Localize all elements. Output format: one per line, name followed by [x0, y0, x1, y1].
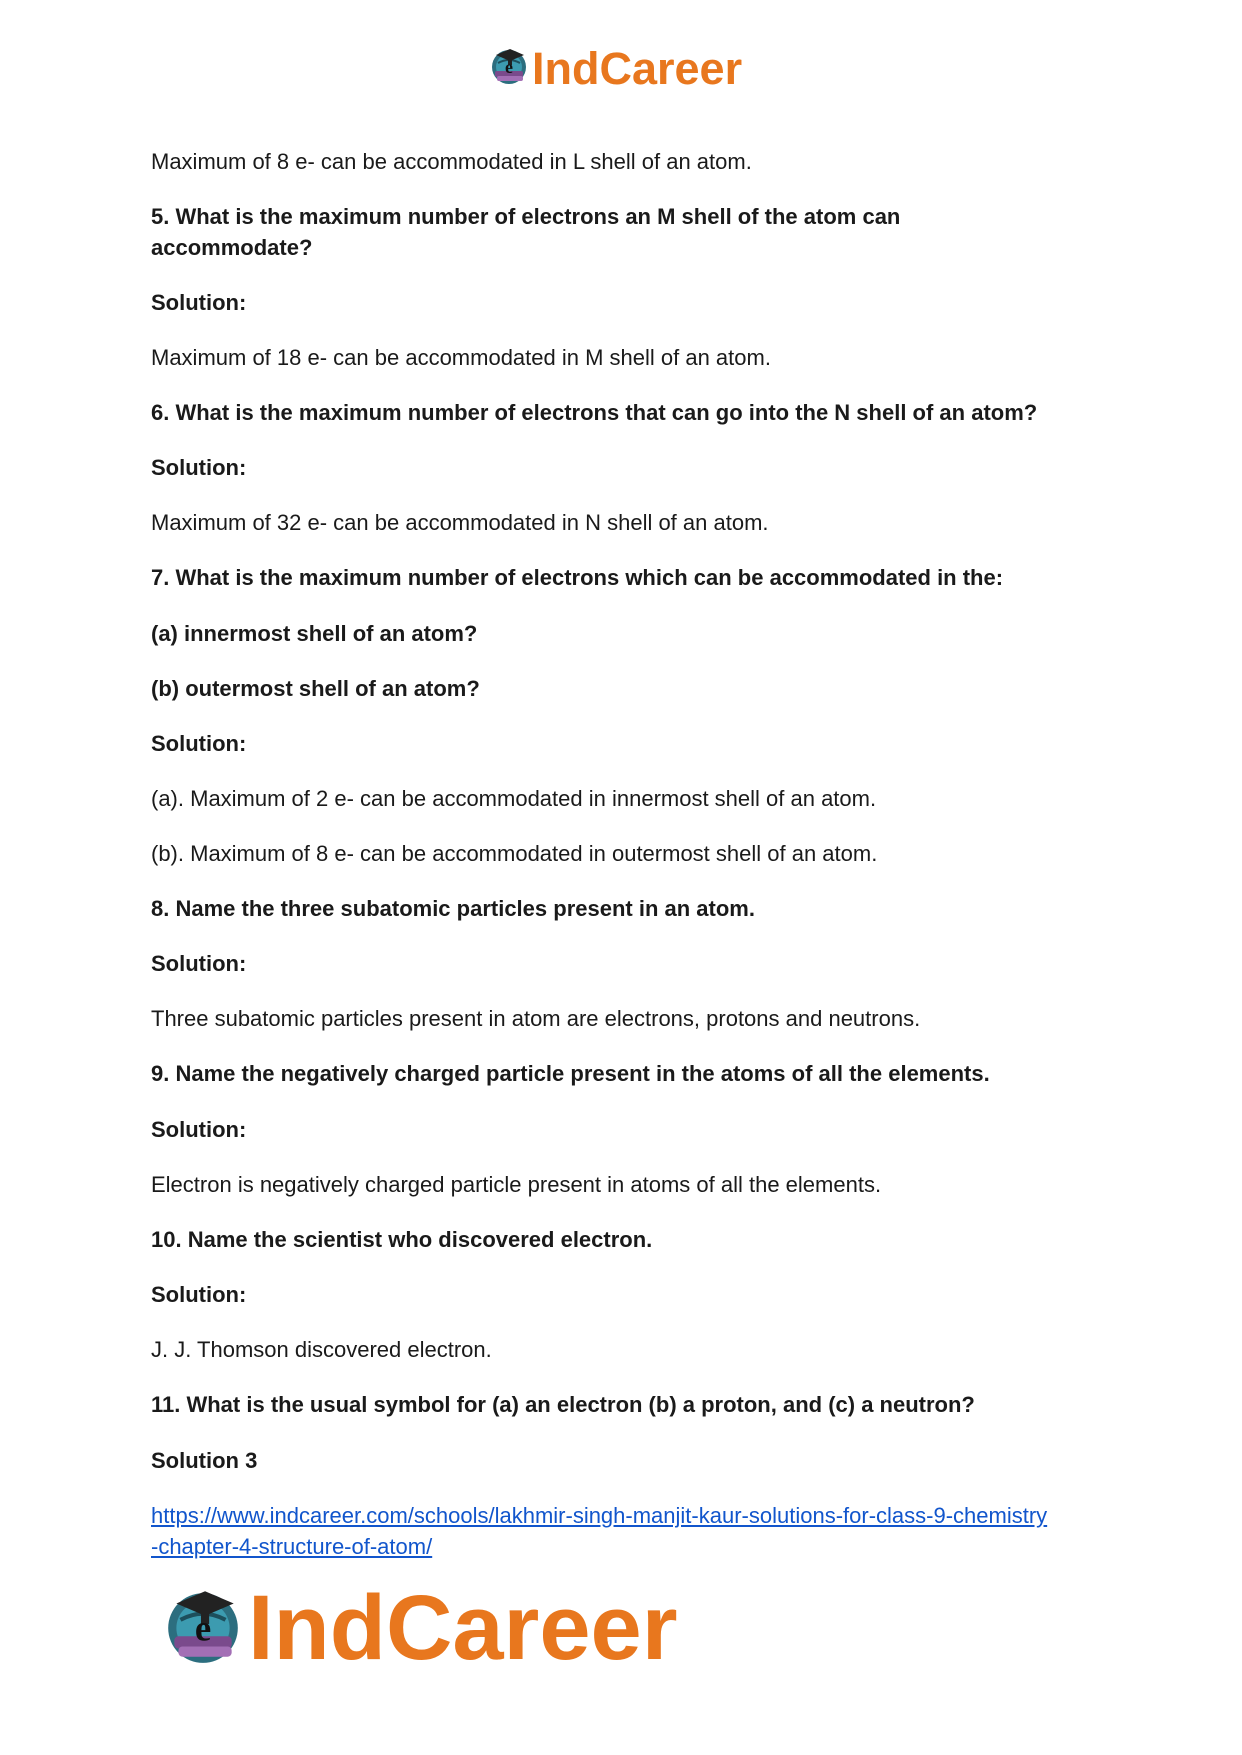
solution-label: Solution 3	[151, 1448, 258, 1473]
answer-text: (b). Maximum of 8 e- can be accommodated in outermost shell of an atom.	[151, 841, 878, 866]
question-7b: (b) outermost shell of an atom?	[151, 676, 480, 701]
logo-text: IndCareer	[532, 42, 743, 94]
solution-label: Solution:	[151, 951, 247, 976]
solution-label: Solution:	[151, 1117, 247, 1142]
answer-text: Maximum of 32 e- can be accommodated in N shell of an atom.	[151, 510, 769, 535]
question-6: 6. What is the maximum number of electrons that can go into the N shell of an atom?	[151, 400, 1038, 425]
source-link-line-1[interactable]: https://www.indcareer.com/schools/lakhmir-singh-manjit-kaur-solutions-for-class-9-chemistry	[151, 1503, 1048, 1528]
answer-text: Electron is negatively charged particle present in atoms of all the elements.	[151, 1172, 882, 1197]
source-link[interactable]	[151, 1500, 1101, 1562]
answer-text: Three subatomic particles present in atom are electrons, protons and neutrons.	[151, 1006, 921, 1031]
question-10: 10. Name the scientist who discovered electron.	[151, 1227, 653, 1252]
question-7a: (a) innermost shell of an atom?	[151, 621, 478, 646]
question-9: 9. Name the negatively charged particle present in the atoms of all the elements.	[151, 1061, 990, 1086]
question-11: 11. What is the usual symbol for (a) an electron (b) a proton, and (c) a neutron?	[151, 1392, 975, 1417]
footer-logo	[160, 1578, 678, 1678]
answer-text: Maximum of 18 e- can be accommodated in M shell of an atom.	[151, 345, 771, 370]
source-link-line-2[interactable]: -chapter-4-structure-of-atom/	[151, 1534, 433, 1559]
svg-text:e: e	[194, 1606, 212, 1648]
header-logo	[488, 40, 742, 96]
solution-label: Solution:	[151, 455, 247, 480]
svg-text:e: e	[505, 56, 513, 77]
book-globe-graduation-cap-icon	[488, 45, 530, 92]
logo-text: IndCareer	[248, 1577, 678, 1679]
answer-text: Maximum of 8 e- can be accommodated in L shell of an atom.	[151, 149, 752, 174]
answer-text: J. J. Thomson discovered electron.	[151, 1337, 492, 1362]
question-5: 5. What is the maximum number of electrons an M shell of the atom can	[151, 204, 901, 229]
question-8: 8. Name the three subatomic particles present in an atom.	[151, 896, 755, 921]
answer-text: (a). Maximum of 2 e- can be accommodated in innermost shell of an atom.	[151, 786, 877, 811]
solution-label: Solution:	[151, 1282, 247, 1307]
solution-label: Solution:	[151, 290, 247, 315]
book-globe-graduation-cap-icon	[160, 1583, 246, 1674]
question-7: 7. What is the maximum number of electrons which can be accommodated in the:	[151, 565, 1004, 590]
solution-label: Solution:	[151, 731, 247, 756]
question-5-continued: accommodate?	[151, 235, 313, 260]
